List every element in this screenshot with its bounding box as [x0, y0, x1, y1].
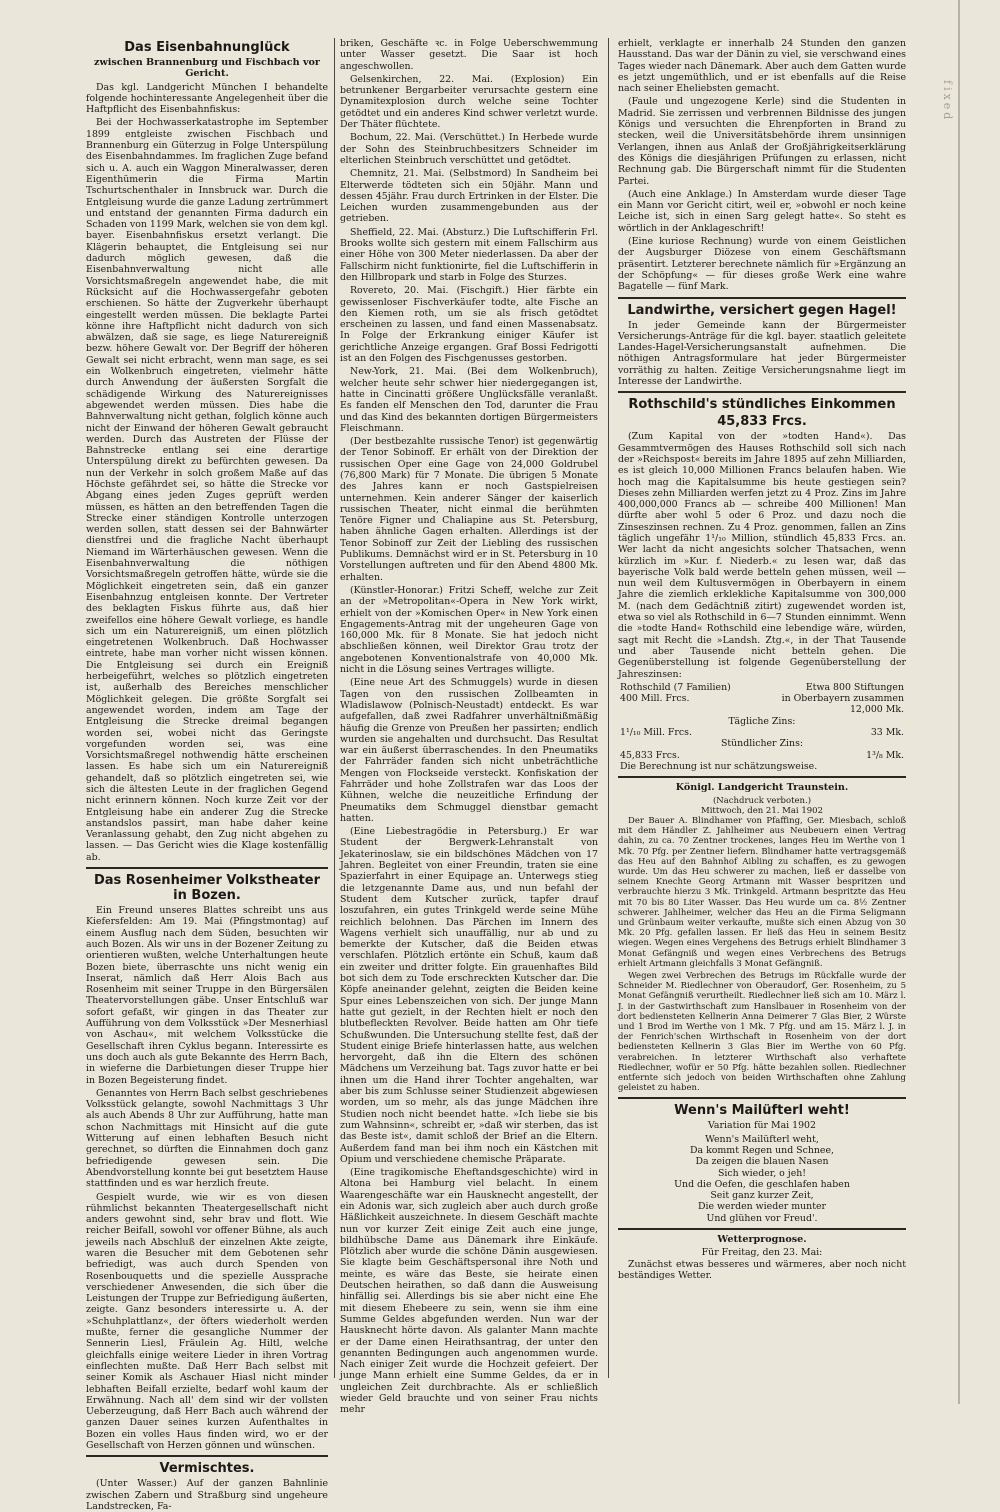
- table-cell: 1¹/₁₀ Mill. Frcs.: [620, 727, 692, 739]
- binding-line: [958, 0, 960, 1404]
- table-cell: in Oberbayern zusammen: [781, 693, 904, 705]
- paragraph: Das kgl. Landgericht München I behandelte folgende hochinteressante Angelegenheit über die Haftpflicht des Eisenbahnfiskus:: [86, 81, 328, 116]
- divider: [618, 297, 906, 299]
- paragraph: Ein Freund unseres Blattes schreibt uns aus Kiefersfelden: Am 19. Mai (Pfingstmontag) auf einem Ausflug nach dem Süden, besuchten wir auch Bozen. Als wir uns in der Bozener Zeitung zu orientieren wußten, welche Unterhaltungen heute Bozen biete, überraschte uns nicht wenig ein Inserat, nämlich daß Herr Alois Bach aus Rosenheim mit seiner Truppe in den Bürgersälen Theatervorstellungen gäbe. Unser Entschluß war sofort gefaßt, wir gingen in das Theater zur Aufführung von dem Volksstück »Der Mesnerhiasl von Aschau«, mit welchem Volksstücke die Gesellschaft ihren Cyklus begann. Interessirte es uns doch auch als gute Bekannte des Herrn Bach, in wieferne die Darbietungen dieser Truppe hier in Bozen Begeisterung findet.: [86, 905, 328, 1086]
- poem-line: Wenn's Mailüfterl weht,: [705, 1133, 819, 1145]
- table-cell: Rothschild (7 Familien): [620, 681, 731, 693]
- court-date: Mittwoch, den 21. Mai 1902: [701, 805, 823, 816]
- paragraph: briken, Geschäfte ꝛc. in Folge Ueberschwemmung unter Wasser gesetzt. Die Saar ist hoch angeschwollen.: [340, 38, 598, 72]
- article-heading: Das Eisenbahnunglück: [124, 40, 290, 55]
- paragraph: (Der bestbezahlte russische Tenor) ist gegenwärtig der Tenor Sobinoff. Er erhält von der Direktion der russischen Oper eine Gage von 24,000 Goldrubel (76,800 Mark) für 7 Monate. Die übrigen 5 Monate des Jahres kann er noch Gastspielreisen unternehmen. Kein anderer Sänger der kaiserlich russischen Theater, nicht einmal die berühmten Tenöre Figner und Chaliapine aus St. Petersburg, haben ähnliche Gagen erhalten. Allerdings ist der Tenor Sobinoff zur Zeit der Liebling des russischen Publikums. Demnächst wird er in St. Petersburg in 10 Vorstellungen auftreten und für den Abend 4800 Mk. erhalten.: [340, 436, 598, 583]
- court-heading: Königl. Landgericht Traunstein.: [675, 782, 849, 794]
- poem-subheading: Variation für Mai 1902: [708, 1120, 816, 1132]
- table-cell: 33 Mk.: [870, 727, 904, 739]
- paragraph: New-York, 21. Mai. (Bei dem Wolkenbruch), welcher heute sehr schwer hier niedergegangen ist, hatte in Cincinatti größere Unglücksfälle veranlaßt. Es fanden elf Menschen den Tod, darunter die Frau und das Kind des bekannten dortigen Bürgermeisters Fleischmann.: [340, 366, 598, 434]
- divider: [618, 1097, 906, 1099]
- divider: [618, 391, 906, 393]
- column-rule: [334, 38, 335, 1378]
- poem-line: Da zeigen die blauen Nasen: [695, 1156, 829, 1168]
- paragraph: Chemnitz, 21. Mai. (Selbstmord) In Sandheim bei Elterwerde tödteten sich ein 50jähr. Mann und dessen 45jähr. Frau durch Ertrinken in der Elster. Die Leichen wurden zusammengebunden aus der getrieben.: [340, 168, 598, 225]
- paragraph: (Eine tragikomische Eheftandsgeschichte) wird in Altona bei Hamburg viel belacht. In einem Waarengeschäfte war ein Hausknecht angestellt, der ein Adonis war, sich zugleich aber auch durch große Häßlichkeit auszeichnete. In diesem Geschäft machte nun vor kurzer Zeit einige Zeit auch eine junge, bildhübsche Dame aus Dänemark ihre Einkäufe. Plötzlich aber wurde die schöne Dänin ausgewiesen. Sie klagte beim Geschäftspersonal ihre Noth und meinte, es wäre das Beste, sie heirate einen Deutschen heirathen, so daß dann die Ausweisung hinfällig sei. Allerdings bis sie aber nicht eine Ehe mit diesem Ehebeere zu sein, wenn sie ihm eine Summe Geldes abgefunden werden. Nun war der Hausknecht hörte davon. Als galanter Mann machte er der Dame einen Heirathsantrag, der unter den genannten Bedingungen auch angenommen wurde. Nach einiger Zeit wurde die Hochzeit gefeiert. Der junge Mann erhielt eine Summe Geldes, da er in ungleichen Zeit durchbrachte. Als er schließlich wieder Geld brauchte und von seiner Frau nichts mehr: [340, 1167, 598, 1416]
- table-cell: 45,833 Frcs.: [620, 749, 680, 761]
- poem-line: Seit ganz kurzer Zeit,: [710, 1190, 814, 1202]
- paragraph: Bei der Hochwasserkatastrophe im September 1899 entgleiste zwischen Fischbach und Brannenburg ein Güterzug in Folge Unterspülung des Eisenbahndammes. Im fraglichen Zuge befand sich u. A. auch ein Waggon Mineralwasser, deren Eigenthümerin die Firma Martin Tschurtschenthaler in Innsbruck war. Durch die Entgleisung wurde die ganze Ladung zertrümmert und entstand der genannten Firma dadurch ein Schaden von 1199 Mark, welchen sie von dem kgl. bayer. Eisenbahnfiskus ersetzt verlangt. Die Klägerin behauptet, die Entgleisung sei nur dadurch möglich gewesen, daß die Eisenbahnverwaltung nicht alle Vorsichtsmaßregeln angewendet habe, die mit Rücksicht auf die Hochwassergefahr geboten erschienen. So hätte der Zugverkehr überhaupt eingestellt werden müssen. Die beklagte Partei könne ihre Haftpflicht nicht dadurch von sich abwälzen, daß sie sage, es liege Naturereigniß bezw. höhere Gewalt vor. Der Begriff der höheren Gewalt sei nicht erbracht, wenn man sage, es sei ein Wolkenbruch eingetreten, vielmehr hätte durch Anwendung der äußersten Sorgfalt die schädigende Wirkung des Naturereignisses abgewendet werden müssen. Dies habe die Bahnverwaltung nicht gethan, folglich könne auch nicht der Einwand der höheren Gewalt gebraucht werden. Durch das Austreten der Flüsse der Bahnstrecke entlang sei eine derartige Unterspülung direkt zu befürchten gewesen. Da nun der Verkehr in solch großem Maße auf das Höchste gefährdet sei, so hätte die Strecke vor Abgang eines jeden Zuges geprüft werden müssen, es hätten an den betreffenden Tagen die Strecke einer ständigen Kontrolle unterzogen werden sollen, statt dessen sei der Bahnwärter dienstfrei und die fragliche Nacht überhaupt Niemand im Wärterhäuschen gewesen. Wenn die Eisenbahnverwaltung die nöthigen Vorsichtsmaßregeln getroffen hätte, würde sie die Möglichkeit eingetreten sein, daß ein ganzer Eisenbahnzug entgleisen konnte. Der Vertreter des beklagten Fiskus führte aus, daß hier zweifellos eine höhere Gewalt vorliege, es handle sich um ein Naturereigniß, um einen plötzlich eingetretenen Wolkenbruch. Daß Hochwasser eintrete, habe man vorher nicht wissen können. Die Entgleisung sei durch ein Ereigniß herbeigeführt, welches so plötzlich eingetreten ist, außerhalb des Bereiches menschlicher Möglichkeit gelegen. Die größte Sorgfalt sei angewendet worden, indem am Tage der Entgleisung die Strecke dreimal begangen worden sei, wobei nicht das Geringste vorgefunden worden sei, was eine Vorsichtsmaßregel nothwendig hätte erscheinen lassen. Es habe sich um ein Naturereigniß gehandelt, daß so plötzlich eingetreten sei, wie sich die ältesten Leute in der fraglichen Gegend nicht erinnern können. Noch kurze Zeit vor der Entgleisung habe ein anderer Zug die Strecke anstandslos passirt, man habe daher keine Veranlassung gehabt, den Zug nicht abgehen zu lassen. — Das Gericht wies die Klage kostenfällig ab.: [86, 117, 328, 863]
- table-cell: Etwa 800 Stiftungen: [805, 681, 904, 693]
- table-cell: 12,000 Mk.: [849, 704, 904, 716]
- column-2: [340, 38, 598, 1416]
- table-caption: Stündlicher Zins:: [720, 738, 804, 750]
- newspaper-page: [86, 38, 906, 1512]
- poem-line: Und die Oefen, die geschlafen haben: [674, 1178, 850, 1190]
- table-caption: Tägliche Zins:: [728, 715, 796, 727]
- paragraph: Wegen zwei Verbrechen des Betrugs im Rückfalle wurde der Schneider M. Riedlechner von Oberaudorf, Ger. Rosenheim, zu 5 Monat Gefängniß verurtheilt. Riedlechner ließ sich am 10. März l. J. in der Gastwirthschaft zum Hanslbauer in Rosenheim von der dort bediensteten Kellnerin Anna Deimerer 7 Glas Bier, 2 Würste und 1 Brod im Werthe von 1 Mk. 7 Pfg. und am 15. März l. J. in der Fenrich'schen Wirthschaft in Rosenheim von der dort bediensteten Kellnerin 3 Glas Bier im Werthe von 60 Pfg. verabreichen. In letzterer Wirthschaft also verhaftete Riedlechner, wofür er 50 Pfg. hätte bezahlen sollen. Riedlechner entfernte sich jedoch von beiden Wirthschaften ohne Zahlung geleistet zu haben.: [618, 970, 906, 1094]
- poem-line: Und glühen vor Freud'.: [706, 1212, 818, 1224]
- poem-heading: Wenn's Mailüfterl weht!: [674, 1103, 850, 1119]
- bleed-through-text: fixed: [941, 80, 954, 123]
- column-1: [86, 38, 328, 1512]
- table-cell: 400 Mill. Frcs.: [620, 693, 690, 705]
- column-rule: [608, 38, 609, 1378]
- paragraph: (Unter Wasser.) Auf der ganzen Bahnlinie zwischen Zabern und Straßburg sind ungeheure Landstrecken, Fa-: [86, 1478, 328, 1512]
- paragraph: Sheffield, 22. Mai. (Absturz.) Die Luftschifferin Frl. Brooks wollte sich gestern mit einem Fallschirm aus einer Höhe von 300 Meter niederlassen. Da aber der Fallschirm nicht funktionirte, fiel die Luftschifferin in den Hillbropark und starb in Folge des Sturzes.: [340, 226, 598, 283]
- paragraph: (Auch eine Anklage.) In Amsterdam wurde dieser Tage ein Mann vor Gericht citirt, weil er, »obwohl er noch keine Leiche ist, sich in einen Sarg gelegt hatte«. So steht es wörtlich in der Anklageschrift!: [618, 188, 906, 234]
- section-heading: Vermischtes.: [159, 1461, 255, 1477]
- divider: [86, 1455, 328, 1457]
- weather-heading: Wetterprognose.: [717, 1234, 807, 1246]
- page-edge: [922, 0, 1000, 1404]
- divider: [618, 1228, 906, 1230]
- article-heading: Das Rosenheimer Volkstheater in Bozen.: [93, 873, 321, 904]
- paragraph: Bochum, 22. Mai. (Verschüttet.) In Herbede wurde der Sohn des Steinbruchbesitzers Schneider im elterlichen Steinbruch verschüttet und getödtet.: [340, 132, 598, 166]
- article-heading: Rothschild's stündliches Einkommen: [628, 397, 896, 413]
- table-cell: 1³/₈ Mk.: [866, 749, 904, 761]
- article-heading: Landwirthe, versichert gegen Hagel!: [627, 302, 897, 318]
- paragraph: Gespielt wurde, wie wir es von diesen rühmlichst bekannten Theatergesellschaft nicht anders gewohnt sind, sehr brav und flott. Wie reicher Beifall, sowohl vor offener Bühne, als auch jeweils nach Abschluß der einzelnen Akte zeigte, waren die Besucher mit dem Gebotenen sehr befriedigt, was auch durch Spenden von Rosenbouquetts und die spezielle Aussprache verschiedener Anwesenden, die sich über die Leistungen der Truppe zur Befriedigung äußerten, zeigte. Ganz besonders interessirte u. A. der »Schuhplattlanz«, der öfters wiederholt werden mußte, ferner die gesangliche Nummer der Sennerin Liesl, Fräulein Ag. Hiltl, welche gleichfalls einige weitere Lieder in ihren Vortrag einflechten mußte. Daß Herr Bach selbst mit seiner Komik als Aschauer Hiasl nicht minder lebhaften Beifall erzielte, bedarf wohl kaum der Erwähnung. Nach all' dem sind wir der vollsten Ueberzeugung, daß Herr Bach auch während der ganzen Dauer seines kurzen Aufenthaltes in Bozen ein volles Haus finden wird, wo er der Gesellschaft von Herzen gönnen und wünschen.: [86, 1191, 328, 1452]
- column-3: [618, 38, 906, 1378]
- paragraph: Gelsenkirchen, 22. Mai. (Explosion) Ein betrunkener Bergarbeiter verursachte gestern eine Dynamitexplosion durch welche seine Tochter getödtet und ein anderes Kind schwer verletzt wurde. Der Thäter flüchtete.: [340, 73, 598, 131]
- paragraph: erhielt, verklagte er innerhalb 24 Stunden den ganzen Hausstand. Das war der Dänin zu viel, sie verschwand eines Tages wieder nach Dänemark. Aber auch dem Gatten wurde es jetzt ungemüthlich, und er ist ebenfalls auf die Reise nach seiner Eheliebsten gemacht.: [618, 38, 906, 95]
- article-subheading: zwischen Brannenburg und Fischbach vor Gericht.: [94, 57, 320, 80]
- paragraph: (Faule und ungezogene Kerle) sind die Studenten in Madrid. Sie zerrissen und verbrennen Bildnisse des jungen Königs und versuchten die Ehrenpforten in Brand zu stecken, weil die Universitätsbehörde ihrem unsinnigen Verlangen, ihnen aus Anlaß der Großjährigkeitserklärung des Königs die diesjährigen Prüfungen zu erlassen, nicht Rechnung gab. Die Bürgerschaft nimmt für die Studenten Partei.: [618, 96, 906, 187]
- paragraph: Zunächst etwas besseres und wärmeres, aber noch nicht beständiges Wetter.: [618, 1258, 906, 1281]
- paragraph: (Zum Kapital von der »todten Hand«). Das Gesammtvermögen des Hauses Rothschild soll sich nach der »Reichspost« bereits im Jahre 1895 auf zehn Milliarden, es ist gleich 10,000 Millionen Francs belaufen haben. Wie hoch mag die Kapitalsumme bis heute gestiegen sein? Dieses zehn Milliarden werfen jetzt zu 4 Proz. Zins im Jahre 400,000,000 Francs ab — schreibe 400 Millionen! Man dürfte aber wohl 5 oder 6 Proz. und dazu noch die Zinseszinsen rechnen. Zu 4 Proz. genommen, fallen an Zins täglich ungefähr 1¹/₁₀ Million, stündlich 45,833 Frcs. an. Wer lacht da nicht angesichts solcher Thatsachen, wenn kürzlich im »Kur. f. Niederb.« zu lesen war, daß das bayerische Volk bald werde betteln gehen müssen, weil — nun weil dem Kultusvermögen in Oberbayern in einem Jahre die ziemlich erklekliche Kapitalsumme von 300,000 M. (nach dem Gedächtniß zitirt) zugewendet worden ist, etwa so viel als Rothschild in 6—7 Stunden einnimmt. Wenn die »todte Hand« Rothschild eine lebendige wäre, würden, sagt mit Recht die »Landsh. Ztg.«, in der That Tausende und aber Tausende nicht betteln gehen. Die Gegenüberstellung ist folgende Gegenüberstellung der Jahreszinsen:: [618, 431, 906, 680]
- poem-line: Die werden wieder munter: [697, 1201, 826, 1213]
- poem-line: Sich wieder, o jeh!: [717, 1167, 807, 1179]
- weather-date: Für Freitag, den 23. Mai:: [701, 1247, 823, 1259]
- poem: [618, 1134, 906, 1224]
- article-heading-amount: 45,833 Frcs.: [717, 414, 807, 430]
- paragraph: (Eine Liebestragödie in Petersburg.) Er war Student der Bergwerk-Lehranstalt von Jekaterinoslaw, sie ein bildschönes Mädchen von 17 Jahren. Begleitet von einer Freundin, traten sie eine Spazierfahrt in einer Equipage an. Unterwegs stieg die letzgenannte Dame aus, und nun befahl der Student dem Kutscher zurück, tapfer drauf loszufahren, ein gutes Trinkgeld werde seine Mühe reichlich belohnen. Das Pärchen im Innern des Wagens verhielt sich unauffällig, nur ab und zu bemerkte der Kutscher, daß die Beiden etwas verschlafen. Plötzlich ertönte ein Schuß, kaum daß ein zweiter und dritter folgte. Ein grauenhaftes Bild bot sich dem zu Tode erschreckten Kutscher dar. Die Köpfe aneinander gelehnt, zeigten die Beiden keine Spur eines Lebenszeichen von sich. Der junge Mann hatte gut gezielt, in der Rechten hielt er noch den blutbefleckten Revolver. Beide hatten am Ohr tiefe Schußwunden. Die Untersuchung stellte fest, daß der Student einige Briefe hinterlassen hatte, aus welchen hervorgeht, daß ihn die Eltern des schönen Mädchens um Verzeihung bat. Tags zuvor hatte er bei ihnen um die Hand ihrer Tochter angehalten, war aber bis zum Schlusse seiner Studienzeit abgewiesen worden, um so mehr, als das junge Mädchen ihre Studien noch nicht beendet hatte. »Ich liebe sie bis zum Wahnsinn«, schreibt er, »daß wir sterben, das ist das Beste ist«, damit schloß der Brief an die Eltern. Außerdem fand man bei ihm noch ein Kästchen mit Opium und verschiedene chemische Präparate.: [340, 826, 598, 1165]
- divider: [86, 867, 328, 869]
- paragraph: Der Bauer A. Blindhamer von Pfaffing, Ger. Miesbach, schloß mit dem Händler Z. Jahlheimer aus Neubeuern einen Vertrag dahin, zu ca. 70 Zentner trockenes, langes Heu im Werthe von 1 Mk. 70 Pfg. per Zentner liefern. Blindhamer hatte vertragsgemäß das Heu auf den Bahnhof Aibling zu schaffen, es zu gewogen wurde. Um das Heu schwerer zu machen, ließ er dasselbe von seinem Knechte Georg Artmann mit Wasser bespritzen und verbrauchte hierzu 3 Mk. Trinkgeld. Artmann bespritzte das Heu mit 70 bis 80 Liter Wasser. Das Heu wurde um ca. 8½ Zentner schwerer. Jahlheimer, welcher das Heu an die Firma Seligmann und Grünbaum weiter verkaufte, mußte sich einen Abzug von 30 Mk. 20 Pfg. gefallen lassen. Er ließ das Heu in seinem Besitz wiegen. Wegen eines Vergehens des Betrugs erhielt Blindhamer 3 Monat Gefängniß und wegen eines Verbrechens des Betrugs erhielt Artmann gleichfalls 3 Monat Gefängniß.: [618, 815, 906, 969]
- paragraph: (Künstler-Honorar.) Fritzi Scheff, welche zur Zeit an der »Metropolitan«-Opera in New York wirkt, erhielt von der »Komischen Oper« in New York einen Engagements-Antrag mit der ungeheuren Gage von 160,000 Mk. für 8 Monate. Sie hat jedoch nicht abschließen können, weil Direktor Grau trotz der angebotenen Konventionalstrafe von 40,000 Mk. nicht in die Lösung seines Vertrages willigte.: [340, 584, 598, 676]
- paragraph: Genanntes von Herrn Bach selbst geschriebenes Volksstück gelangte, sowohl Nachmittags 3 Uhr als auch Abends 8 Uhr zur Aufführung, hatte man schon Nachmittags mit Hinsicht auf die gute Witterung auf einen lebhaften Besuch nicht gerechnet, so dürften die Einnahmen doch ganz befriedigende gewesen sein. Die Abendvorstellung konnte bei gut besetztem Hause stattfinden und es war herzlich freute.: [86, 1087, 328, 1190]
- interest-table: [618, 682, 906, 772]
- paragraph: Rovereto, 20. Mai. (Fischgift.) Hier färbte ein gewissenloser Fischverkäufer todte, alte Fische an den Kiemen roth, um sie als frisch getödtet erscheinen zu lassen, und fand einen Massenabsatz. In Folge der Erkrankung einiger Käufer ist gerichtliche Anzeige ergangen. Graf Bossi Fedrigotti ist an den Folgen des Fischgenusses gestorben.: [340, 285, 598, 365]
- court-note: (Nachdruck verboten.): [712, 795, 812, 806]
- poem-line: Da kommt Regen und Schnee,: [690, 1145, 834, 1156]
- table-note: Die Berechnung ist nur schätzungsweise.: [620, 760, 818, 772]
- divider: [618, 776, 906, 778]
- paragraph: (Eine neue Art des Schmuggels) wurde in diesen Tagen von den russischen Zollbeamten in Wladislawow (Polnisch-Neustadt) entdeckt. Es war aufgefallen, daß zwei Radfahrer unverhältnißmäßig häufig die Grenze von Preußen her passirten; endlich wurden sie angehalten und durchsucht. Das Resultat war ein äußerst überraschendes. In den Pneumatiks der Fahrräder fanden sich nicht unbeträchtliche Mengen von Flockseide versteckt. Konfiskation der Fahrräder und hohe Zollstrafen war das Loos der Kühnen, welche die neuzeitliche Erfindung der Pneumatiks dem Schmuggel dienstbar gemacht hatten.: [340, 677, 598, 824]
- paragraph: In jeder Gemeinde kann der Bürgermeister Versicherungs-Anträge für die kgl. bayer. staatlich geleitete Landes-Hagel-Versicherungsanstalt aufnehmen. Die nöthigen Antragsformulare hat jeder Bürgermeister vorräthig zu halten. Zeitige Versicherungsnahme liegt im Interesse der Landwirthe.: [618, 319, 906, 388]
- paragraph: (Eine kuriose Rechnung) wurde von einem Geistlichen der Augsburger Diözese von einem Geschäftsmann präsentirt. Letzterer berechnete nämlich für »Ergänzung an der Schöpfung« — für dieses große Werk eine wahre Bagatelle — fünf Mark.: [618, 236, 906, 293]
